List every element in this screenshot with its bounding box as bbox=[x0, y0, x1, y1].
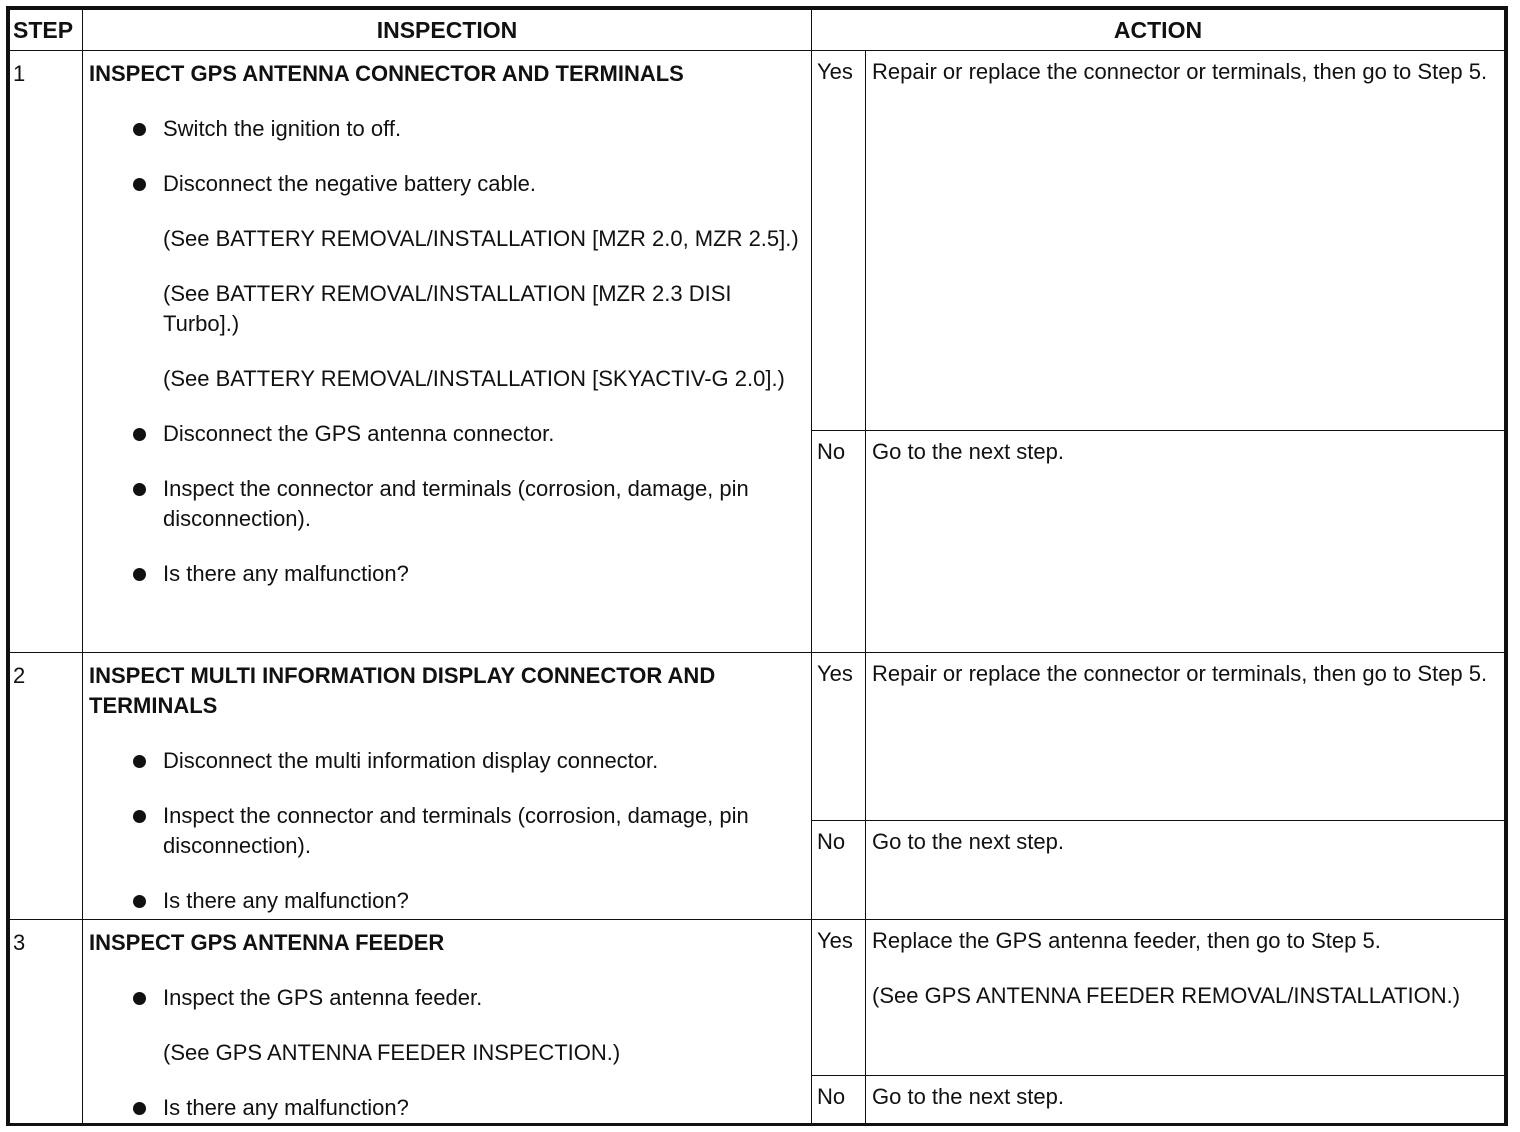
step-2-yes-row bbox=[10, 653, 1505, 821]
bullet-icon bbox=[133, 568, 146, 581]
inspection-title: INSPECT GPS ANTENNA FEEDER bbox=[89, 930, 445, 955]
bullet-icon bbox=[133, 1102, 146, 1115]
reference-note: (See BATTERY REMOVAL/INSTALLATION [MZR 2.0, MZR 2.5].) bbox=[163, 226, 799, 251]
procedure-table-frame bbox=[6, 6, 1508, 1126]
bullet-icon bbox=[133, 123, 146, 136]
procedure-table bbox=[9, 9, 1505, 1124]
yes-action: Repair or replace the connector or terminals, then go to Step 5. bbox=[866, 653, 1505, 821]
yes-label: Yes bbox=[812, 653, 866, 821]
inspection-title: INSPECT GPS ANTENNA CONNECTOR AND TERMINALS bbox=[89, 61, 684, 86]
list-item: Inspect the connector and terminals (corrosion, damage, pin disconnection). bbox=[89, 474, 805, 534]
reference-note: (See BATTERY REMOVAL/INSTALLATION [SKYACTIV-G 2.0].) bbox=[163, 366, 785, 391]
list-item: Inspect the connector and terminals (corrosion, damage, pin disconnection). bbox=[89, 801, 805, 861]
inspection-title: INSPECT MULTI INFORMATION DISPLAY CONNECTOR AND TERMINALS bbox=[89, 663, 716, 718]
no-label: No bbox=[812, 821, 866, 920]
inspection-list bbox=[89, 983, 805, 1123]
yes-action: Repair or replace the connector or terminals, then go to Step 5. bbox=[866, 51, 1505, 431]
inspection-list bbox=[89, 746, 805, 916]
list-item: Is there any malfunction? bbox=[89, 559, 805, 589]
header-row bbox=[10, 10, 1505, 51]
inspection-list bbox=[89, 114, 805, 589]
list-item: Is there any malfunction? bbox=[89, 886, 805, 916]
step-3-yes-row bbox=[10, 920, 1505, 1076]
no-action: Go to the next step. bbox=[866, 1076, 1505, 1124]
bullet-icon bbox=[133, 483, 146, 496]
inspection-cell bbox=[83, 920, 812, 1124]
bullet-icon bbox=[133, 992, 146, 1005]
bullet-icon bbox=[133, 428, 146, 441]
list-item: Inspect the GPS antenna feeder. bbox=[89, 983, 805, 1013]
list-item: Is there any malfunction? bbox=[89, 1093, 805, 1123]
step-header: STEP bbox=[10, 10, 83, 51]
no-action: Go to the next step. bbox=[866, 431, 1505, 653]
reference-note: (See GPS ANTENNA FEEDER INSPECTION.) bbox=[163, 1040, 621, 1065]
list-item: Disconnect the multi information display connector. bbox=[89, 746, 805, 776]
step-number: 2 bbox=[10, 653, 83, 920]
list-item: Disconnect the negative battery cable. bbox=[89, 169, 805, 199]
reference-note: (See GPS ANTENNA FEEDER REMOVAL/INSTALLATION.) bbox=[872, 983, 1461, 1008]
inspection-cell bbox=[83, 653, 812, 920]
step-number: 3 bbox=[10, 920, 83, 1124]
reference-note: (See BATTERY REMOVAL/INSTALLATION [MZR 2.3 DISI Turbo].) bbox=[163, 281, 732, 336]
bullet-icon bbox=[133, 755, 146, 768]
list-item: Switch the ignition to off. bbox=[89, 114, 805, 144]
yes-label: Yes bbox=[812, 51, 866, 431]
bullet-icon bbox=[133, 178, 146, 191]
bullet-icon bbox=[133, 810, 146, 823]
no-label: No bbox=[812, 431, 866, 653]
no-action: Go to the next step. bbox=[866, 821, 1505, 920]
yes-action-cell bbox=[866, 920, 1505, 1076]
inspection-cell bbox=[83, 51, 812, 653]
action-header: ACTION bbox=[812, 10, 1505, 51]
no-label: No bbox=[812, 1076, 866, 1124]
step-number: 1 bbox=[10, 51, 83, 653]
bullet-icon bbox=[133, 895, 146, 908]
step-1-yes-row bbox=[10, 51, 1505, 431]
inspection-header: INSPECTION bbox=[83, 10, 812, 51]
list-item: Disconnect the GPS antenna connector. bbox=[89, 419, 805, 449]
yes-label: Yes bbox=[812, 920, 866, 1076]
yes-action: Replace the GPS antenna feeder, then go to Step 5. bbox=[872, 928, 1381, 953]
